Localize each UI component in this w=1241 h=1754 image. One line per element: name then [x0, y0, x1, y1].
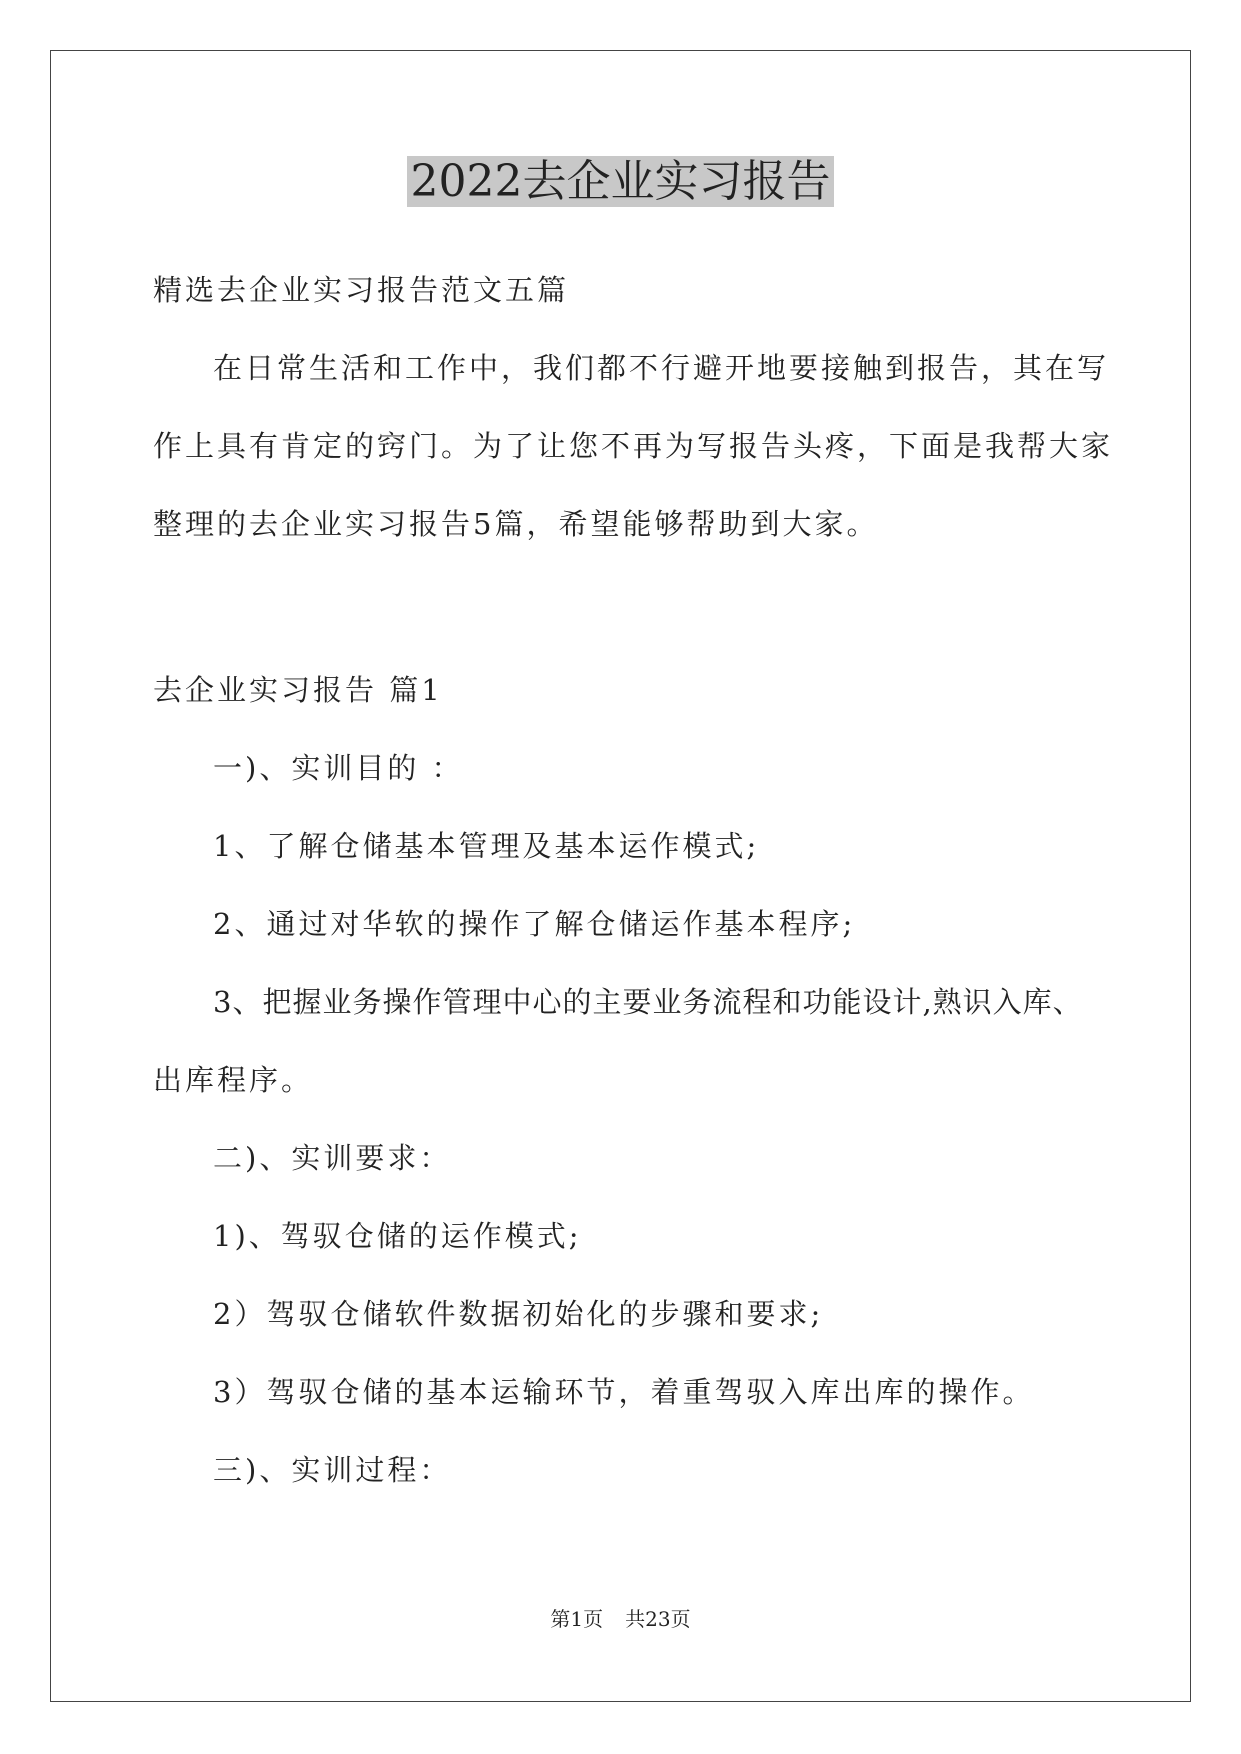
- document-title: [0, 152, 1241, 212]
- body-line: 出库程序。: [153, 1063, 314, 1097]
- intro-line: 作上具有肯定的窍门。为了让您不再为写报告头疼，下面是我帮大家: [153, 429, 1114, 463]
- page-number: 第1页: [550, 1607, 604, 1631]
- document-subtitle: 精选去企业实习报告范文五篇: [153, 273, 570, 307]
- body-line: 三)、实训过程：: [213, 1453, 452, 1487]
- body-line: 1)、驾驭仓储的运作模式;: [213, 1219, 582, 1253]
- page-footer: [0, 1605, 1241, 1633]
- body-line: 2、通过对华软的操作了解仓储运作基本程序;: [213, 907, 856, 941]
- body-line: 3）驾驭仓储的基本运输环节，着重驾驭入库出库的操作。: [213, 1375, 1035, 1409]
- body-line: 1、了解仓储基本管理及基本运作模式;: [213, 829, 760, 863]
- document-title-text: 2022去企业实习报告: [407, 156, 835, 207]
- body-line: 一)、实训目的 ：: [213, 751, 464, 785]
- body-line: 3、把握业务操作管理中心的主要业务流程和功能设计,熟识入库、: [213, 985, 1083, 1019]
- intro-line: 在日常生活和工作中，我们都不行避开地要接触到报告，其在写: [213, 351, 1110, 385]
- body-line: 2）驾驭仓储软件数据初始化的步骤和要求;: [213, 1297, 824, 1331]
- page-total: 共23页: [625, 1607, 691, 1631]
- intro-line: 整理的去企业实习报告5篇，希望能够帮助到大家。: [153, 507, 879, 541]
- section-heading: 去企业实习报告 篇1: [153, 673, 443, 707]
- body-line: 二)、实训要求：: [213, 1141, 452, 1175]
